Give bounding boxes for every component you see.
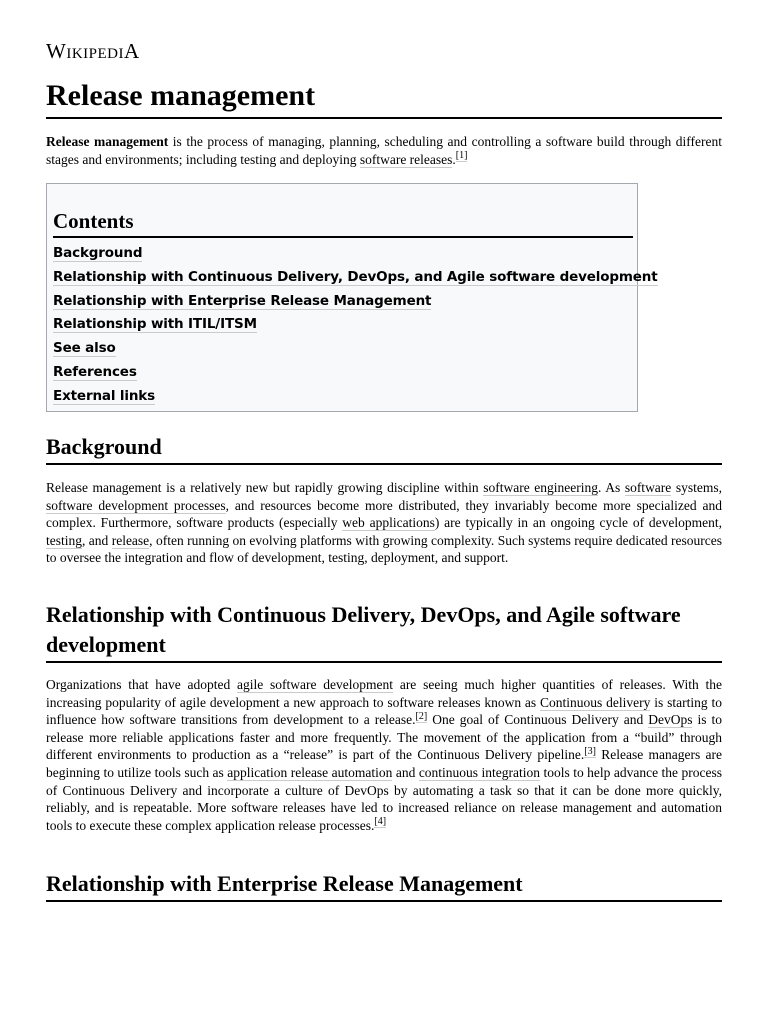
paragraph-text: is to release more reliable applications faster and more frequently. The movement of the application from a “build” through different environments to production as a “release” is part of the Continuous Delivery pipeline. [46,712,722,763]
heading-continuous-delivery: Relationship with Continuous Delivery, DevOps, and Agile software development [46,600,722,663]
reference-3[interactable]: [3] [584,745,596,757]
toc-item-label[interactable]: See also [53,340,116,357]
paragraph-text: One goal of Continuous Delivery and [427,712,649,728]
paragraph-text: are seeing much higher quantities of releases. With the increasing popularity of agile development a new approach to software releases known as [46,677,722,710]
paragraph-text: is starting to influence how software transitions from development to a release. [46,694,722,728]
link-continuous-delivery[interactable]: Continuous delivery [540,694,651,710]
background-paragraph [46,479,722,567]
continuous-delivery-paragraph [46,676,722,834]
link-web-applications[interactable]: web applications [342,515,435,531]
paragraph-text: . As [598,480,625,495]
toc-item-label[interactable]: Background [53,245,143,261]
paragraph-text: ) are typically in an ongoing cycle of development, [434,515,723,531]
link-agile-software-development[interactable]: agile software development [237,677,394,692]
intro-paragraph [46,133,722,168]
paragraph-text: , often running on evolving platforms with growing complexity. Such systems require dedicated resources to oversee the integration and flow of development, testing, deployment, and support. [46,532,723,566]
toc-item-background[interactable] [53,242,633,266]
toc-list [53,242,658,409]
heading-enterprise-release-management: Relationship with Enterprise Release Management [46,869,722,902]
intro-text: is the process of managing, planning, scheduling and controlling a software build through different stages and environments; including testing and deploying [46,134,722,167]
link-software[interactable]: software [624,480,672,495]
link-application-release-automation[interactable]: application release automation [227,764,393,780]
toc-item-label[interactable]: External links [53,387,156,404]
toc-item-references[interactable] [53,361,633,385]
toc-item-label[interactable]: Relationship with Continuous Delivery, DevOps, and Agile software development [53,268,658,285]
intro-text: . [452,151,456,167]
reference-2[interactable]: [2] [415,710,428,722]
toc-item-itil-itsm[interactable] [53,313,633,337]
toc-item-enterprise-release[interactable] [53,290,633,314]
reference-4[interactable]: [4] [374,816,387,828]
link-software-engineering[interactable]: software engineering [483,480,599,495]
toc-title: Contents [53,208,633,238]
paragraph-text: tools to help advance the process of Continuous Delivery and incorporate a culture of DevOps by automating a task so that it can be done more quickly, reliably, and is repeatable. More software releases have led to increased reliance on release management and automation tools to execute these complex application release processes. [46,764,722,833]
paragraph-text: Organizations that have adopted [46,677,238,692]
link-testing[interactable]: testing [46,532,82,548]
toc-item-external-links[interactable] [53,385,633,409]
intro-bold-term: Release management [46,134,169,149]
toc-item-label[interactable]: Relationship with Enterprise Release Management [53,292,432,309]
heading-background: Background [46,432,722,465]
paragraph-text: Release management is a relatively new but rapidly growing discipline within [46,480,484,495]
paragraph-text: Release managers are beginning to utilize tools such as [46,747,722,780]
toc-item-see-also[interactable] [53,337,633,361]
toc-item-continuous-delivery[interactable] [53,266,658,290]
paragraph-text: , and [82,532,112,548]
page-title: Release management [46,77,722,119]
reference-1[interactable]: [1] [455,150,468,162]
link-software-releases[interactable]: software releases [359,151,453,167]
link-devops[interactable]: DevOps [648,712,693,728]
toc-item-label[interactable]: Relationship with ITIL/ITSM [53,316,257,333]
paragraph-text: systems, [671,480,723,495]
link-continuous-integration[interactable]: continuous integration [418,764,541,780]
wikipedia-logo[interactable]: WIKIPEDIA [46,39,140,63]
link-release[interactable]: release [111,532,150,548]
paragraph-text: and [392,764,419,780]
paragraph-text: , and resources become more distributed, they invariably become more specialized and complex. Furthermore, software products (especially [46,497,722,531]
toc-item-label[interactable]: References [53,363,137,380]
table-of-contents [46,183,658,412]
link-software-development-processes[interactable]: software development processes [46,497,226,513]
